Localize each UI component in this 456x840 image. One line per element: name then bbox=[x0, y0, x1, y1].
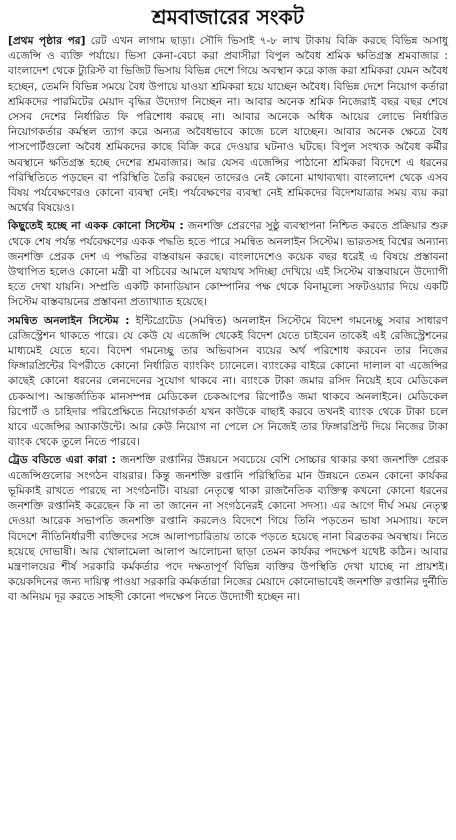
paragraph-text: রেট এখন লাগাম ছাড়া। সৌদি ভিসাই ৭-৮ লাখ টাকায় বিক্রি করছে বিভিন্ন অসাধু এজেন্সি ও ব্যক্তি পর্যায়ে। ভিসা কেনা-বেচা করা প্রবাসীরা বিপুল অবৈধ শ্রমিক ক্ষতিগ্রস্ত শ্রমবাজার : বাংলাদেশ থেকে ট্যুরিস্ট বা ভিজিট ভিসায় বিভিন্ন দেশে গিয়ে অবস্থান করে কাজ করা শ্রমিকরা যেমন অবৈধ হচ্ছেন, তেমনি বিভিন্ন সময়ে বৈধ উপায়ে যাওয়া শ্রমিকরা হয়ে যাচ্ছেন অবৈধ। বিভিন্ন দেশে নিয়োগ কর্তারা শ্রমিকদের পারমিটের মেয়াদ বৃদ্ধির উদ্যোগ নিচ্ছেন না। আবার অনেক শ্রমিক নিজেরাই বছর বছর শেষে সেসব দেশের নির্ধারিত ফি পরিশোধ করছে না। আবার অনেকে অধিক আয়ের লোভে নির্ধারিত নিয়োগকর্তার কর্মস্থল ত্যাগ করে অন্যত্র অবৈধভাবে কাজে চলে যাচ্ছেন। আবার অনেক ক্ষেত্রে বৈধ পাসপোর্টগুলো অবৈধ শ্রমিকদের কাছে বিক্রি করে দেওয়ার ঘটনাও ঘটছে। বিপুল সংখ্যক অবৈধ কর্মীর অবস্থানে ক্ষতিগ্রস্ত হচ্ছে দেশের শ্রমবাজার। আর যেসব এজেন্সির পাঠানো শ্রমিকরা বিদেশে এ ধরনের পরিস্থিতিতে পড়ছেন বা পরিস্থিতি তৈরি করছেন তাদেরও নেই কোনো মাথাব্যথা। বাংলাদেশ থেকে এসব বিষয় পর্যবেক্ষণেরও কোনো ব্যবস্থা নেই। পর্যবেক্ষণের ব্যবস্থা নেই শ্রমিকদের বিদেশযাত্রার সময় ব্যয় করা অর্থের বিষয়েও। bbox=[8, 35, 448, 215]
paragraph-lead: [প্রথম পৃষ্ঠার পর] bbox=[8, 35, 86, 47]
paragraph-text: ইন্টিগ্রেটেড (সমন্বিত) অনলাইন সিস্টেমে বিদেশ গমনেচ্ছু সবার সাধারণ রেজিস্ট্রেশন থাকতে পারে। যে কেউ যে এজেন্সি থেকেই বিদেশ যেতে চাইবেন তাকেই এই রেজিস্ট্রেশনের মাধ্যমেই যেতে হবে। বিদেশ গমনেচ্ছু তার অভিবাসন ব্যয়ের অর্থ পরিশোধ করবেন তার নিজের ফিঙ্গারপ্রিন্টের বিপরীতে কোনো নির্ধারিত ব্যাংকিং চ্যানেলে। ব্যাংকের বাইরে কোনো দালাল বা এজেন্সির কাছেই কোনো ধরনের লেনদেনের সুযোগ থাকবে না। ব্যাংকে টাকা জমার রসিদ নিয়েই হবে মেডিকেল চেকআপ। আন্তর্জাতিক মানসম্পন্ন মেডিকেল চেকআপের রিপোর্টও জমা থাকবে অনলাইনে। মেডিকেল রিপোর্ট ও চাহিদার পরিপ্রেক্ষিতে নিয়োগকর্তা যখন কাউকে বাছাই করবে তখনই ব্যাংক থেকে টাকা চলে যাবে এজেন্সির অ্যাকাউন্টে। আর কেউ নিয়োগ না পেলে সে নিজেই তার ফিঙ্গারপ্রিন্ট দিয়ে নিজের টাকা ব্যাংক থেকে তুলে নিতে পারবে। bbox=[8, 314, 448, 449]
paragraph-lead: ট্রেড বডিতে এরা কারা : bbox=[8, 454, 116, 467]
paragraph-text: জনশক্তি রপ্তানির উন্নয়নে সবচেয়ে বেশি সোচ্চার থাকার কথা জনশক্তি প্রেরক এজেন্সিগুলোর সংগঠন বায়রার। কিন্তু জনশক্তি রপ্তানি পরিস্থিতির মান উন্নয়নে তেমন কোনো কার্যকর ভূমিকাই রাখতে পারছে না সংগঠনটি। বায়রা নেতৃত্বে থাকা রাজনৈতিক ব্যক্তিত্ব কখনো কোনো ধরনের জনশক্তি রপ্তানিই করেছেন কি না তা জানেন না সংগঠনেরই কোনো সদস্য। এর আগে দীর্ঘ সময় নেতৃত্ব দেওয়া আরেক সভাপতি জনশক্তি রপ্তানি করলেও বিদেশে গিয়ে তিনি পড়তেন ভাষা সমস্যায়। ফলে বিদেশে নীতিনির্ধারণী ব্যক্তিদের সঙ্গে আলাপচারিতায় তাকে পড়তে হয়েছে নানা বিব্রতকর অবস্থায়। নিতে হয়েছে দোভাষী। আর খোলামেলা আলাপ আলোচনা ছাড়া তেমন কার্যকর পদক্ষেপ যথেষ্ট কঠিন। আবার মন্ত্রণালয়ের শীর্ষ সরকারি কর্মকর্তার পদে দক্ষতাপূর্ণ বিভিন্ন ব্যক্তির উপস্থিতি দেখা যাচ্ছে না প্রায়শই। কয়েকদিনের জন্য দায়িত্ব পাওয়া সরকারি কর্মকর্তারা নিজের মেয়াদে কোনোভাবেই জনশক্তি রপ্তানির দুর্নীতি বা অনিয়ম দূর করতে সাহসী কোনো পদক্ষেপ নিতে উদ্যোগী হচ্ছেন না। bbox=[8, 454, 448, 604]
paragraph-lead: কিছুতেই হচ্ছে না একক কোনো সিস্টেম : bbox=[8, 220, 184, 233]
paragraph-lead: সমন্বিত অনলাইন সিস্টেম : bbox=[8, 314, 130, 327]
paragraph-text: জনশক্তি প্রেরণের সুষ্ঠু ব্যবস্থাপনা নিশ্চিত করতে প্রক্রিয়ার শুরু থেকে শেষ পর্যন্ত পর্যবেক্ষণের একক পদ্ধতি হতে পারে সমন্বিত অনলাইন সিস্টেম। ভারতসহ বিশ্বের অন্যান্য জনশক্তি প্রেরক দেশ এ পদ্ধতির বাস্তবায়ন করছে। বাংলাদেশেও কয়েক বছর ধরেই এ বিষয়ে প্রস্তাবনা উত্থাপিত হলেও কোনো মন্ত্রী বা সচিবের আমলে যথাযথ সদিচ্ছা দেখিয়ে এই সিস্টেম বাস্তবায়নে উদ্যোগী হতে দেখা যায়নি। সম্প্রতি একটি কানাডিয়ান কোম্পানির পক্ষ থেকে বিনামূল্যে সফটওয়্যার দিয়ে একটি সিস্টেম বাস্তবায়নের প্রস্তাবনা প্রত্যাখ্যাত হয়েছে। bbox=[8, 220, 449, 309]
article-paragraph bbox=[8, 219, 448, 310]
article-paragraph bbox=[8, 34, 448, 216]
article-paragraph bbox=[8, 453, 448, 605]
article-title: শ্রমবাজারের সংকট bbox=[152, 5, 304, 29]
article-paragraph bbox=[8, 314, 448, 451]
